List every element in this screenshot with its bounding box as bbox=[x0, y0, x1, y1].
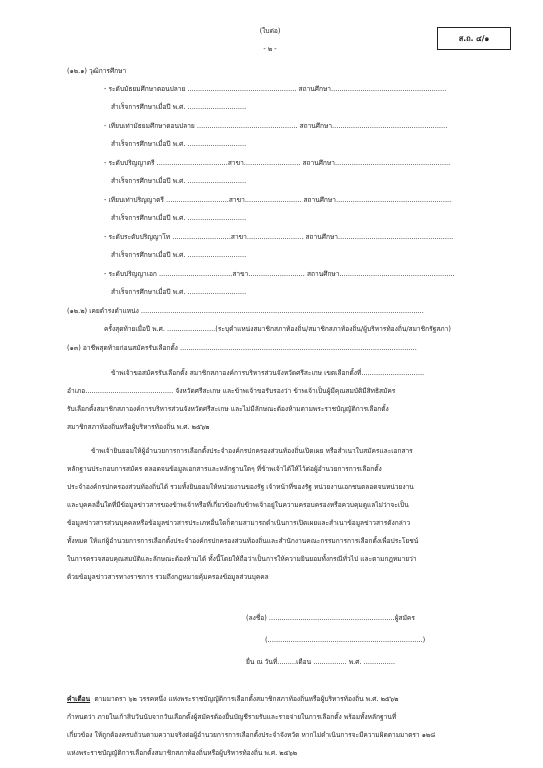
last-occupation-line: (๑๓) อาชีพสุดท้ายก่อนสมัครรับเลือกตั้ง ................................................................................................................. bbox=[67, 344, 417, 352]
education-row-6-line-1: - ระดับปริญญาเอก ...................................สาขา........................... สถานศึกษา....................................................... bbox=[104, 270, 455, 278]
education-row-2-line-2: สำเร็จการศึกษาเมื่อปี พ.ศ. ............................ bbox=[111, 140, 247, 148]
consent-line-4: และบุคคลอื่นใดที่มีข้อมูลข่าวสารของข้าพเจ้าหรือที่เกี่ยวข้องกับข้าพเจ้าอยู่ในความครอบครองหรือควบคุมดูแลไม่ว่าจะเป็น bbox=[67, 501, 409, 509]
page-number: - ๒ - bbox=[263, 45, 277, 53]
education-heading: (๑๒.๑) วุฒิการศึกษา bbox=[67, 67, 127, 75]
warning-line-4: แห่งพระราชบัญญัติการเลือกตั้งสมาชิกสภาท้องถิ่นหรือผู้บริหารท้องถิ่น พ.ศ. ๒๕๖๒ bbox=[67, 749, 298, 757]
education-row-6-line-2: สำเร็จการศึกษาเมื่อปี พ.ศ. ............................ bbox=[111, 288, 247, 296]
consent-line-3: ประจำองค์กรปกครองส่วนท้องถิ่นได้ รวมทั้งยินยอมให้หน่วยงานของรัฐ เจ้าหน้าที่ของรัฐ หน่วยงานเอกชนตลอดจนหน่วยงาน bbox=[67, 483, 414, 491]
education-row-2-line-1: - เทียบเท่ามัธยมศึกษาตอนปลาย ................................................ สถานศึกษา....................................................... bbox=[104, 122, 448, 130]
consent-line-7: ในการตรวจสอบคุณสมบัติและลักษณะต้องห้ามได้ ทั้งนี้โดยให้ถือว่าเป็นการให้ความยินยอมทั้งกรณีทั่วไป และตามกฎหมายว่า bbox=[67, 555, 417, 563]
warning-label: คำเตือน bbox=[67, 695, 91, 703]
signature-line: (ลงชื่อ) ............................................................ผู้สมัคร bbox=[246, 614, 415, 622]
education-row-5-line-1: - ระดับระดับปริญญาโท ............................สาขา........................... สถานศึกษา....................................................... bbox=[104, 233, 454, 241]
education-row-3-line-2: สำเร็จการศึกษาเมื่อปี พ.ศ. ............................ bbox=[111, 177, 247, 185]
signature-name-line: (..........................................................................) bbox=[265, 636, 426, 644]
warning-line-1-text: ตามมาตรา ๖๒ วรรคหนึ่ง แห่งพระราชบัญญัติการเลือกตั้งสมาชิกสภาท้องถิ่นหรือผู้บริหารท้องถิ่น พ.ศ. ๒๕๖๒ bbox=[94, 695, 399, 703]
consent-line-5: ข้อมูลข่าวสารส่วนบุคคลหรือข้อมูลข่าวสารประเภทอื่นใดก็ตามสามารถดำเนินการเปิดเผยและสำเนาข้อมูลข่าวสารดังกล่าว bbox=[67, 519, 411, 527]
position-heading: (๑๒.๒) เคยดำรงตำแหน่ง ....................................................................................................................................... bbox=[67, 307, 424, 315]
submission-date-line: ยื่น ณ วันที่.........เดือน ................ พ.ศ. ............... bbox=[246, 658, 396, 666]
education-row-5-line-2: สำเร็จการศึกษาเมื่อปี พ.ศ. ............................ bbox=[111, 251, 247, 259]
declaration-line-1: ข้าพเจ้าขอสมัครรับเลือกตั้ง สมาชิกสภาองค์การบริหารส่วนจังหวัดศรีสะเกษ เขตเลือกตั้งที่.............................. bbox=[111, 369, 425, 377]
warning-line-2: กำหนดว่า ภายในเก้าสิบวันนับจากวันเลือกตั้งผู้สมัครต้องยื่นบัญชีรายรับและรายจ่ายในการเลือกตั้ง พร้อมทั้งหลักฐานที่ bbox=[67, 713, 397, 721]
consent-line-8: ด้วยข้อมูลข่าวสารทางราชการ รวมถึงกฎหมายคุ้มครองข้อมูลส่วนบุคคล bbox=[67, 573, 269, 581]
declaration-line-3: รับเลือกตั้งสมาชิกสภาองค์การบริหารส่วนจังหวัดศรีสะเกษ และไม่มีลักษณะต้องห้ามตามพระราชบัญญัติการเลือกตั้ง bbox=[67, 405, 389, 413]
consent-line-6: ทั้งหมด ให้แก่ผู้อำนวยการการเลือกตั้งประจำองค์กรปกครองส่วนท้องถิ่นและสำนักงานคณะกรรมการการเลือกตั้งเพื่อประโยชน์ bbox=[67, 537, 419, 545]
form-code-box: ส.ถ. ๔/๑ bbox=[437, 27, 511, 50]
consent-line-1: ข้าพเจ้ายินยอมให้ผู้อำนวยการการเลือกตั้งประจำองค์กรปกครองส่วนท้องถิ่นเปิดเผย หรือสำเนาใบสมัครและเอกสาร bbox=[91, 447, 413, 455]
declaration-line-4: สมาชิกสภาท้องถิ่นหรือผู้บริหารท้องถิ่น พ.ศ. ๒๕๖๒ bbox=[67, 423, 210, 431]
continued-label: (ใบต่อ) bbox=[259, 27, 281, 35]
education-row-3-line-1: - ระดับปริญญาตรี ..................................สาขา........................... สถานศึกษา....................................................... bbox=[104, 159, 451, 167]
declaration-line-2: อำเภอ.......................................... จังหวัดศรีสะเกษ และข้าพเจ้าขอรับรองว่า ข้าพเจ้าเป็นผู้มีคุณสมบัติมีสิทธิสมัคร bbox=[67, 387, 396, 395]
education-row-4-line-1: - เทียบเท่าปริญญาตรี ..............................สาขา........................... สถานศึกษา....................................................... bbox=[104, 196, 452, 204]
education-row-1-line-2: สำเร็จการศึกษาเมื่อปี พ.ศ. ............................ bbox=[111, 103, 247, 111]
warning-line-3: เกี่ยวข้อง ให้ถูกต้องครบถ้วนตามความจริงต่อผู้อำนวยการการเลือกตั้งประจำจังหวัด หากไม่ดำเนินการจะมีความผิดตามมาตรา ๑๒๘ bbox=[67, 731, 436, 739]
education-row-1-line-1: - ระดับมัธยมศึกษาตอนปลาย .................................................... สถานศึกษา....................................................... bbox=[104, 85, 447, 93]
education-row-4-line-2: สำเร็จการศึกษาเมื่อปี พ.ศ. ............................ bbox=[111, 214, 247, 222]
position-last-year-line: ครั้งสุดท้ายเมื่อปี พ.ศ. .......................(ระบุตำแหน่งสมาชิกสภาท้องถิ่น/สมาชิกสภาท้องถิ่น/ผู้บริหารท้องถิ่น/สมาชิกรัฐสภา) bbox=[104, 325, 451, 333]
warning-line-1 bbox=[67, 695, 398, 703]
consent-line-2: หลักฐานประกอบการสมัคร ตลอดจนข้อมูลเอกสารและหลักฐานใดๆ ที่ข้าพเจ้าได้ให้ไว้ต่อผู้อำนวยการการเลือกตั้ง bbox=[67, 465, 382, 473]
